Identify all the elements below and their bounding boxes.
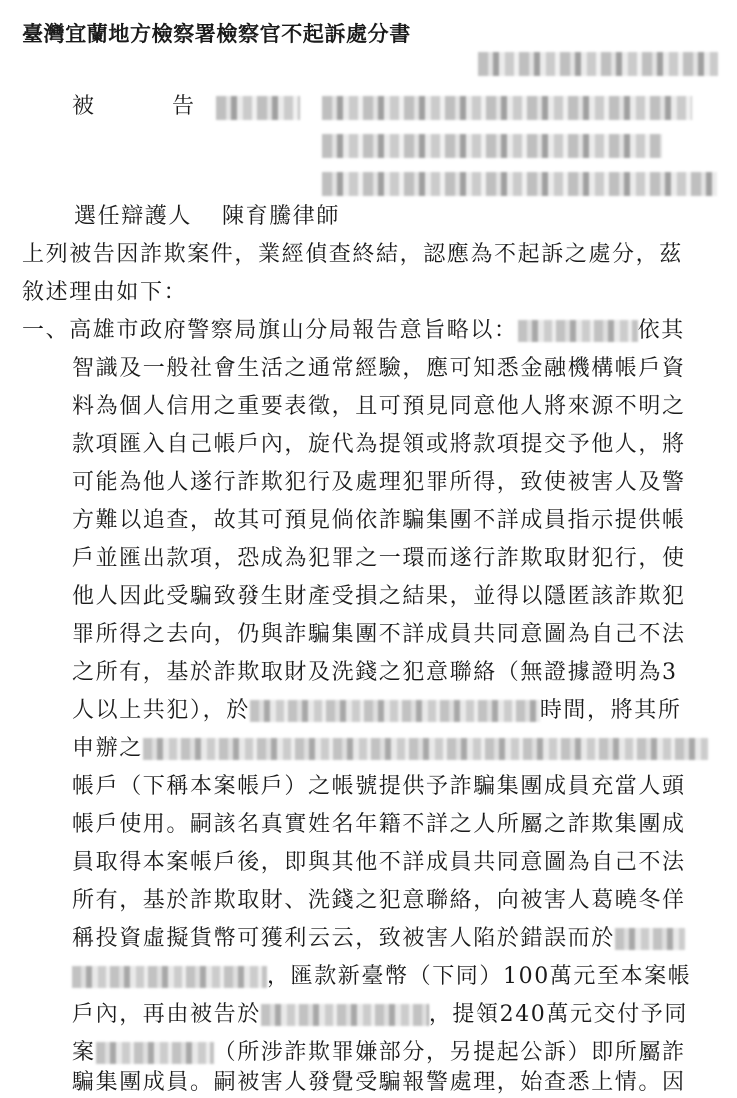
defendant-label-1: 被 (72, 94, 96, 119)
line-text: 人以上共犯），於 (72, 698, 250, 723)
redacted-text (518, 320, 638, 342)
line-text: 申辦之 (72, 736, 143, 761)
redacted-date (250, 700, 540, 722)
paragraph-line: 罪所得之去向，仍與詐騙集團不詳成員共同意圖為自己不法 (72, 622, 686, 647)
redacted-date (72, 966, 267, 988)
line-text: 稱投資虛擬貨幣可獲利云云，致被害人陷於錯誤而於 (72, 926, 615, 951)
paragraph-line: 料為個人信用之重要表徵，且可預見同意他人將來源不明之 (72, 394, 686, 419)
line-text: 時間，將其所 (539, 698, 682, 723)
paragraph-line: 可能為他人遂行詐欺犯行及處理犯罪所得，致使被害人及警 (72, 470, 686, 495)
line-text: 依其 (637, 318, 685, 343)
line-text: 一、高雄市政府警察局旗山分局報告意旨略以： (22, 318, 518, 343)
paragraph-line (72, 924, 685, 954)
line-text: ，提領240萬元交付予同 (428, 1002, 689, 1027)
paragraph-line: 智識及一般社會生活之通常經驗，應可知悉金融機構帳戶資 (72, 356, 686, 381)
counsel-label: 選任辯護人 (74, 204, 193, 229)
redacted-defendant-info-1 (322, 96, 692, 120)
paragraph-line: 帳戶使用。嗣該名真實姓名年籍不詳之人所屬之詐欺集團成 (72, 812, 686, 837)
paragraph-line (72, 962, 691, 992)
paragraph-line: 款項匯入自己帳戶內，旋代為提領或將款項提交予他人，將 (72, 432, 686, 457)
paragraph-line (72, 734, 708, 764)
paragraph-line: 戶並匯出款項，恐成為犯罪之一環而遂行詐欺取財犯行，使 (72, 546, 686, 571)
paragraph-line (72, 1000, 688, 1030)
redacted-date (261, 1004, 429, 1026)
document-title: 臺灣宜蘭地方檢察署檢察官不起訴處分書 (22, 21, 411, 46)
redacted-account (143, 738, 708, 760)
paragraph-line: 之所有，基於詐欺取財及洗錢之犯意聯絡（無證據證明為3 (72, 660, 678, 685)
line-text: 戶內，再由被告於 (72, 1002, 261, 1027)
paragraph-line-last: 騙集團成員。嗣被害人發覺受騙報警處理，始查悉上情。因 (72, 1070, 686, 1095)
paragraph-line (22, 316, 685, 346)
counsel-name: 陳育騰律師 (222, 204, 341, 229)
paragraph-line (72, 696, 681, 726)
paragraph-line (72, 1038, 686, 1068)
paragraph-line: 所有，基於詐欺取財、洗錢之犯意聯絡，向被害人葛曉冬佯 (72, 888, 686, 913)
paragraph-line: 方難以追查，故其可預見倘依詐騙集團不詳成員指示提供帳 (72, 508, 686, 533)
paragraph-line: 帳戶（下稱本案帳戶）之帳號提供予詐騙集團成員充當人頭 (72, 774, 686, 799)
redacted-case-number (478, 52, 718, 76)
redacted-defendant-address (322, 172, 717, 196)
paragraph-line: 員取得本案帳戶後，即與其他不詳成員共同意圖為自己不法 (72, 850, 686, 875)
redacted-defendant-info-2 (322, 134, 662, 158)
redacted-name (96, 1042, 214, 1064)
redacted-defendant-name (216, 96, 300, 120)
paragraph-line: 他人因此受騙致發生財產受損之結果，並得以隱匿該詐欺犯 (72, 584, 686, 609)
paragraph-line: 上列被告因詐欺案件，業經偵查終結，認應為不起訴之處分，茲 (22, 242, 683, 267)
line-text: （所涉詐欺罪嫌部分，另提起公訴）即所屬詐 (213, 1040, 686, 1065)
paragraph-line: 敘述理由如下： (22, 280, 188, 305)
redacted-date (615, 928, 685, 950)
defendant-label-2: 告 (172, 94, 196, 119)
line-text: 案 (72, 1040, 96, 1065)
line-text: ，匯款新臺幣（下同）100萬元至本案帳 (267, 964, 692, 989)
